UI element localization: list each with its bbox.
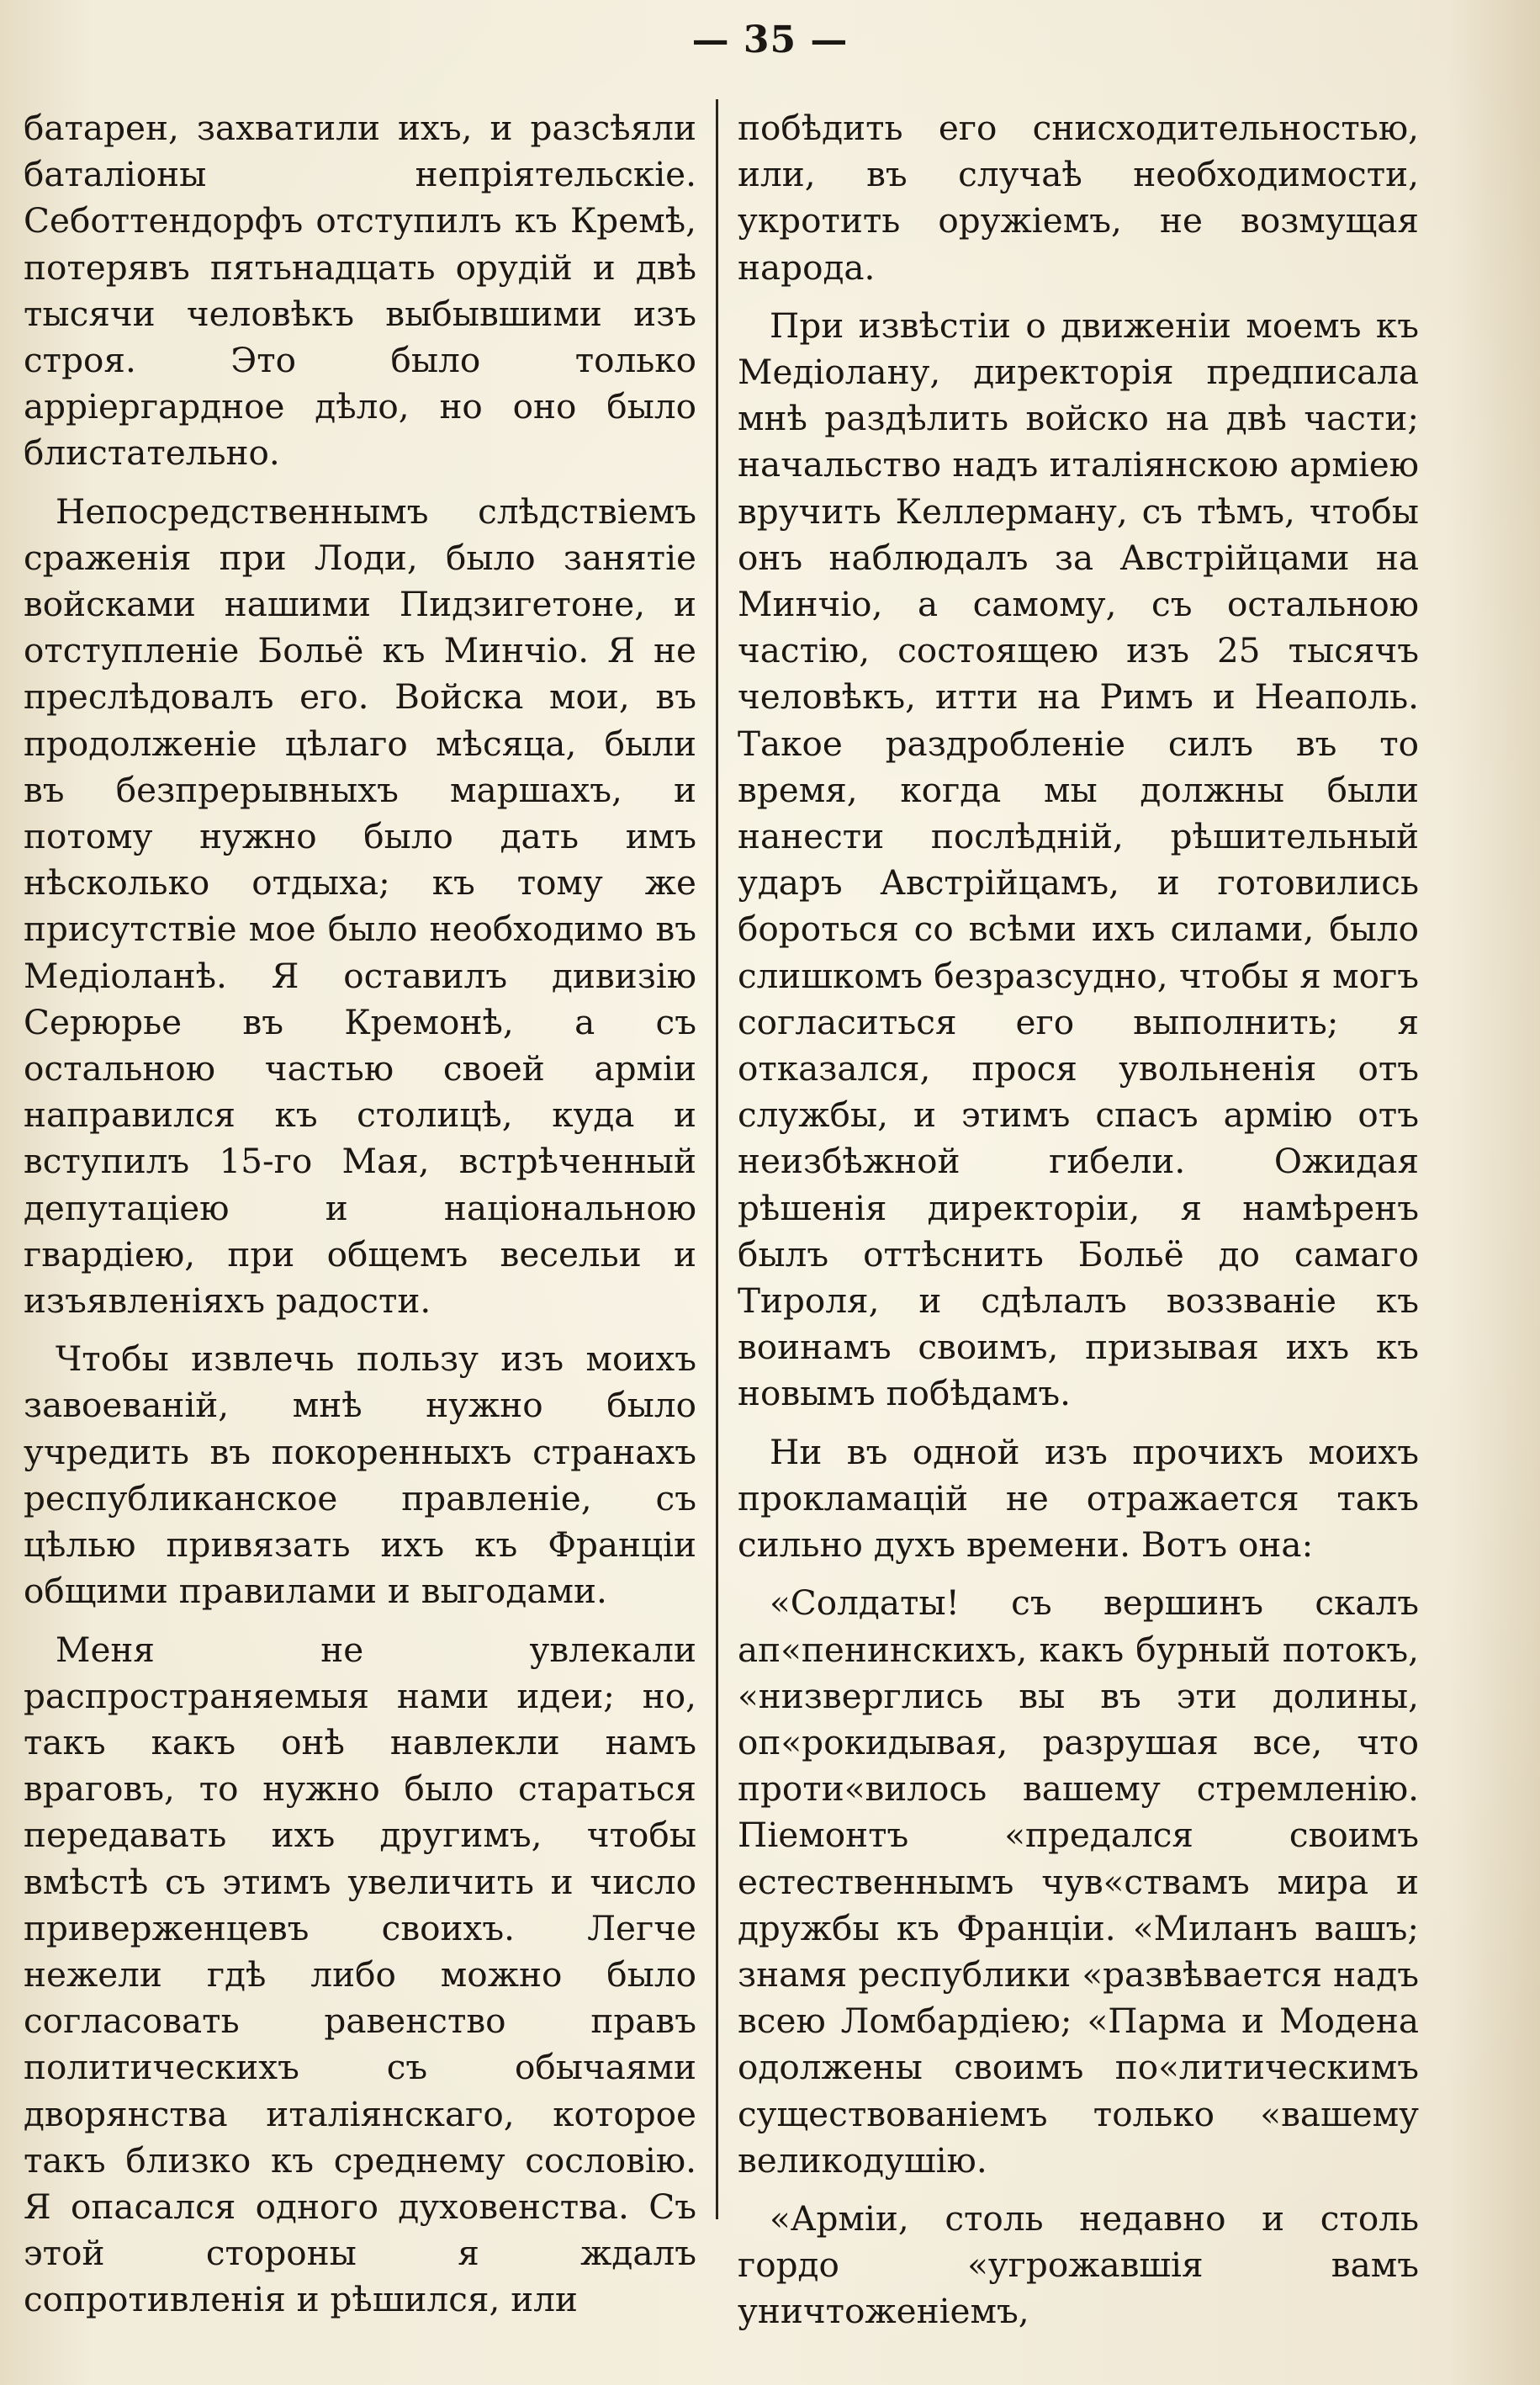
paragraph: батарен, захватили ихъ, и разсѣяли баталіоны непріятельскіе. Себоттендорфъ отступилъ къ Кремѣ, потерявъ пятьнадцать орудій и двѣ тысячи человѣкъ выбывшими изъ строя. Это было только аррiергардное дѣло, но оно было блистательно. <box>24 108 696 474</box>
paragraph: Ни въ одной изъ прочихъ моихъ прокламацій не отражается такъ сильно духъ времени. Вотъ она: <box>738 1431 1419 1566</box>
paragraph: При извѣстіи о движеніи моемъ къ Медіолану, директорія предписала мнѣ раздѣлить войско на двѣ части; начальство надъ италіянскою арміею вручить Келлерману, съ тѣмъ, чтобы онъ наблюдалъ за Австрійцами на Минчіо, а самому, съ остальною частію, состоящею изъ 25 тысячъ человѣкъ, итти на Римъ и Неаполь. Такое раздробленіе силъ въ то время, когда мы должны были нанести послѣдній, рѣшительный ударъ Австрійцамъ, и готовились бороться со всѣми ихъ силами, было слишкомъ безразсудно, чтобы я могъ согласиться его выполнить; я отказался, прося увольненія отъ службы, и этимъ спасъ армію отъ неизбѣжной гибели. Ожидая рѣшенія директоріи, я намѣренъ былъ оттѣснить Больё до самаго Тироля, и сдѣлалъ воззваніе къ воинамъ своимъ, призывая ихъ къ новымъ побѣдамъ. <box>738 305 1419 1414</box>
paragraph: Чтобы извлечь пользу изъ моихъ завоеваній, мнѣ нужно было учредить въ покоренныхъ странахъ республиканское правленіе, съ цѣлью привязать ихъ къ Франціи общими правилами и выгодами. <box>24 1338 696 1612</box>
paragraph: Непосредственнымъ слѣдствіемъ сраженія при Лоди, было занятіе войсками нашими Пидзигетоне, и отступленіе Больё къ Минчіо. Я не преслѣдовалъ его. Войска мои, въ продолженіе цѣлаго мѣсяца, были въ безпрерывныхъ маршахъ, и потому нужно было дать имъ нѣсколько отдыха; къ тому же присутствіе мое было необходимо въ Медіоланѣ. Я оставилъ дивизію Серюрье въ Кремонѣ, а съ остальною частью своей арміи направился къ столицѣ, куда и вступилъ 15-го Мая, встрѣченный депутаціею и національною гвардіею, при общемъ весельи и изъявленіяхъ радости. <box>24 490 696 1322</box>
column-divider <box>716 99 718 2219</box>
paragraph: Меня не увлекали распространяемыя нами идеи; но, такъ какъ онѣ навлекли намъ враговъ, то нужно было стараться передавать ихъ другимъ, чтобы вмѣстѣ съ этимъ увеличить и число приверженцевъ своихъ. Легче нежели гдѣ либо можно было согласовать равенство правъ политическихъ съ обычаями дворянства италіянскаго, которое такъ близко къ среднему сословію. Я опасался одного духовенства. Съ этой стороны я ждалъ сопротивленія и рѣшился, или <box>24 1629 696 2320</box>
left-column <box>24 105 696 2335</box>
page-number: — 35 — <box>691 19 849 61</box>
quote-paragraph: «Солдаты! съ вершинъ скалъ ап«пенинскихъ, какъ бурный потокъ, «низверглись вы въ эти долины, оп«рокидывая, разрушая все, что проти«вилось вашему стремленію. Піемонтъ «предался своимъ естественнымъ чув«ствамъ мира и дружбы къ Франціи. «Миланъ вашъ; знамя республики «развѣвается надъ всею Ломбардіею; «Парма и Модена одолжены своимъ по«литическимъ существованіемъ только «вашему великодушію. <box>738 1582 1419 2181</box>
quote-paragraph: «Арміи, столь недавно и столь гордо «угрожавшія вамъ уничтоженіемъ, <box>738 2197 1419 2332</box>
paragraph: побѣдить его снисходительностью, или, въ случаѣ необходимости, укротить оружіемъ, не возмущая народа. <box>738 108 1419 288</box>
right-column <box>738 105 1419 2347</box>
